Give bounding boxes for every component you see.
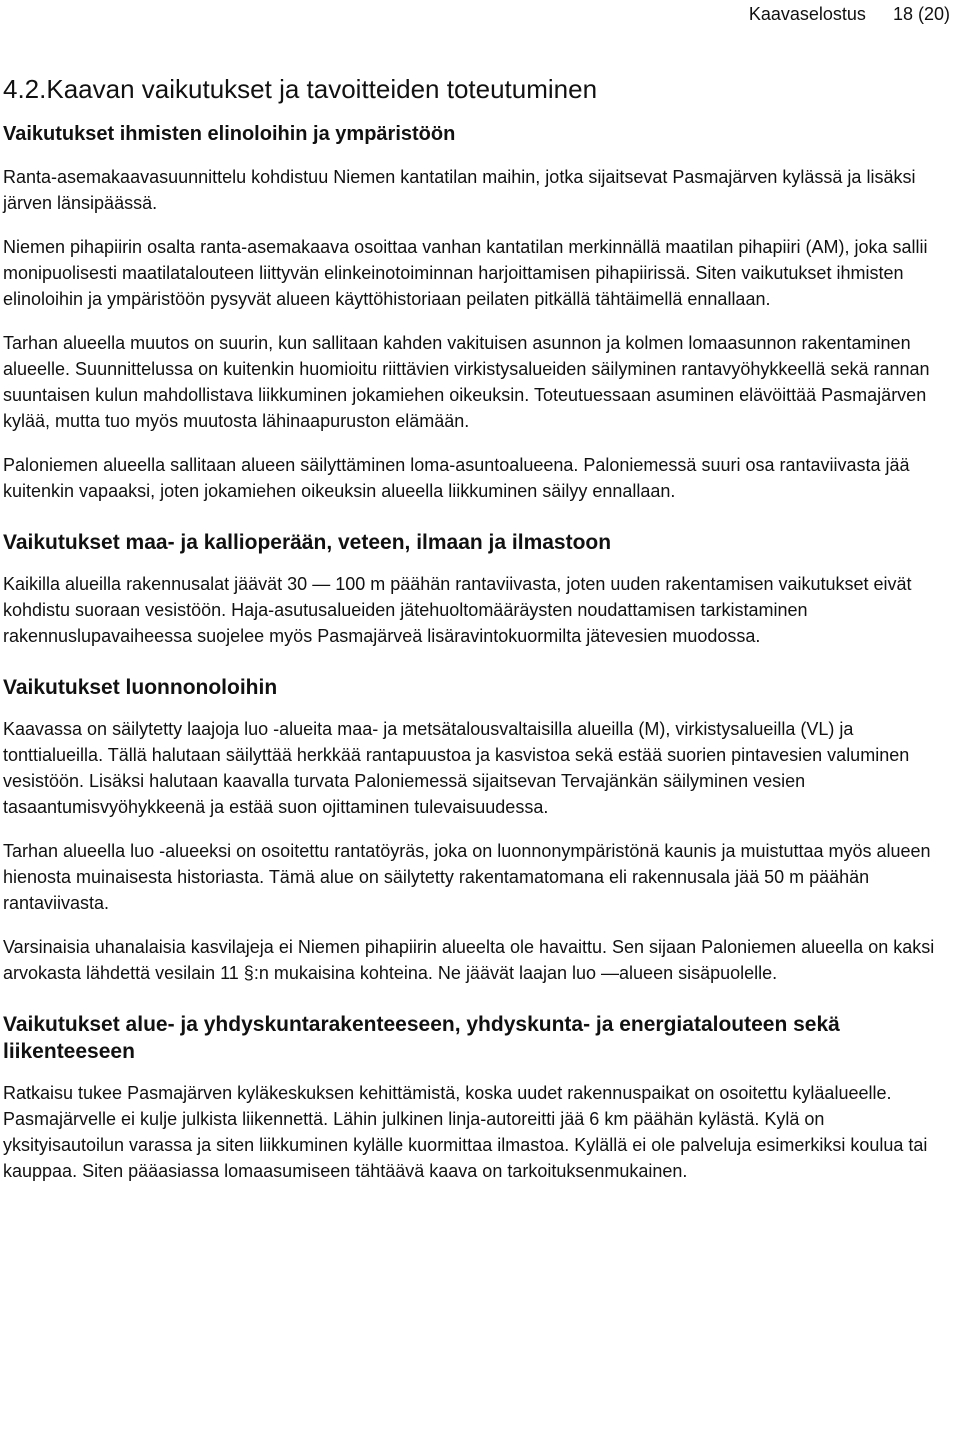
document-body <box>3 72 937 1202</box>
paragraph: Tarhan alueella muutos on suurin, kun sallitaan kahden vakituisen asunnon ja kolmen lomaasunnon rakentaminen alueelle. Suunnittelussa on kuitenkin huomioitu riittävien virkistysalueiden säilyminen rantavyöhykkeellä sekä rannan suuntaisen kulun mahdollistava liikkuminen jokamiehen oikeuksin. Toteutuessaan asuminen elävöittää Pasmajärven kylää, mutta tuo myös muutosta lähinaapuruston elämään. <box>3 333 930 431</box>
paragraph: Tarhan alueella luo -alueeksi on osoitettu rantatöyräs, joka on luonnonympäristönä kaunis ja muistuttaa myös alueen hienosta muinaisesta historiasta. Tämä alue on säilytetty rakentamatomana eli rakennusala jää 50 m päähän rantaviivasta. <box>3 841 931 913</box>
section-title: Kaavan vaikutukset ja tavoitteiden toteutuminen <box>46 74 598 104</box>
page-number: 18 (20) <box>892 4 950 24</box>
paragraph: Kaavassa on säilytetty laajoja luo -alueita maa- ja metsätalousvaltaisilla alueilla (M), virkistysalueilla (VL) ja tonttialueilla. Tällä halutaan säilyttää herkkää rantapuustoa ja kasvistoa sekä estää suorien pintavesien valuminen vesistöön. Lisäksi halutaan kaavalla turvata Paloniemessä sijaitsevan Tervajänkän säilyminen vesien tasaantumisvyöhykkeenä ja estää suon ojittaminen tulevaisuudessa. <box>3 719 910 817</box>
paragraph: Ranta-asemakaavasuunnittelu kohdistuu Niemen kantatilan maihin, jotka sijaitsevat Pasmajärven kylässä ja lisäksi järven länsipäässä. <box>3 167 916 213</box>
running-header <box>749 3 950 25</box>
paragraph: Ratkaisu tukee Pasmajärven kyläkeskuksen kehittämistä, koska uudet rakennuspaikat on osoitettu kyläalueelle. Pasmajärvelle ei kulje julkista liikennettä. Lähin julkinen linja-autoreitti jää 6 km päähän kylästä. Kylä on yksityisautoilun varassa ja siten liikkuminen kylälle kuormittaa ilmastoa. Kylällä ei ole palveluja esimerkiksi koulua tai kauppaa. Siten pääasiassa lomaasumiseen tähtäävä kaava on tarkoituksenmukainen. <box>3 1083 928 1181</box>
section-number: 4.2. <box>3 74 47 104</box>
paragraph: Paloniemen alueella sallitaan alueen säilyttäminen loma-asuntoalueena. Paloniemessä suuri osa rantaviivasta jää kuitenkin vapaaksi, joten jokamiehen oikeuksin alueella liikkuminen säilyy ennallaan. <box>3 455 910 501</box>
document-title: Kaavaselostus <box>748 4 866 24</box>
paragraph: Kaikilla alueilla rakennusalat jäävät 30 — 100 m päähän rantaviivasta, joten uuden rakentamisen vaikutukset eivät kohdistu suoraan vesistöön. Haja-asutusalueiden jätehuoltomääräysten noudattamisen tarkistaminen rakennuslupavaiheessa suojelee myös Pasmajärveä lisäravintokuormilta jätevesien muodossa. <box>3 574 912 646</box>
subheading-living-conditions: Vaikutukset ihmisten elinoloihin ja ympäristöön <box>3 123 456 145</box>
paragraph: Varsinaisia uhanalaisia kasvilajeja ei Niemen pihapiirin alueelta ole havaittu. Sen sijaan Paloniemen alueella on kaksi arvokasta lähdettä vesilain 11 §:n mukaisina kohteina. Ne jäävät laajan luo —alueen sisäpuolelle. <box>3 937 935 983</box>
paragraph: Niemen pihapiirin osalta ranta-asemakaava osoittaa vanhan kantatilan merkinnällä maatilan pihapiiri (AM), joka sallii monipuolisesti maatilatalouteen liittyvän elinkeinotoiminnan harjoittamisen pihapiirissä. Siten vaikutukset ihmisten elinoloihin ja ympäristöön pysyvät alueen käyttöhistoriaan peilaten pitkällä tähtäimellä ennallaan. <box>3 237 928 309</box>
subheading-soil-water-air: Vaikutukset maa- ja kallioperään, veteen, ilmaan ja ilmastoon <box>3 531 612 554</box>
section-heading <box>3 72 937 106</box>
subheading-community-structure: Vaikutukset alue- ja yhdyskuntarakenteeseen, yhdyskunta- ja energiatalouteen sekä liikenteeseen <box>3 1013 840 1063</box>
subheading-nature: Vaikutukset luonnonoloihin <box>3 676 278 699</box>
